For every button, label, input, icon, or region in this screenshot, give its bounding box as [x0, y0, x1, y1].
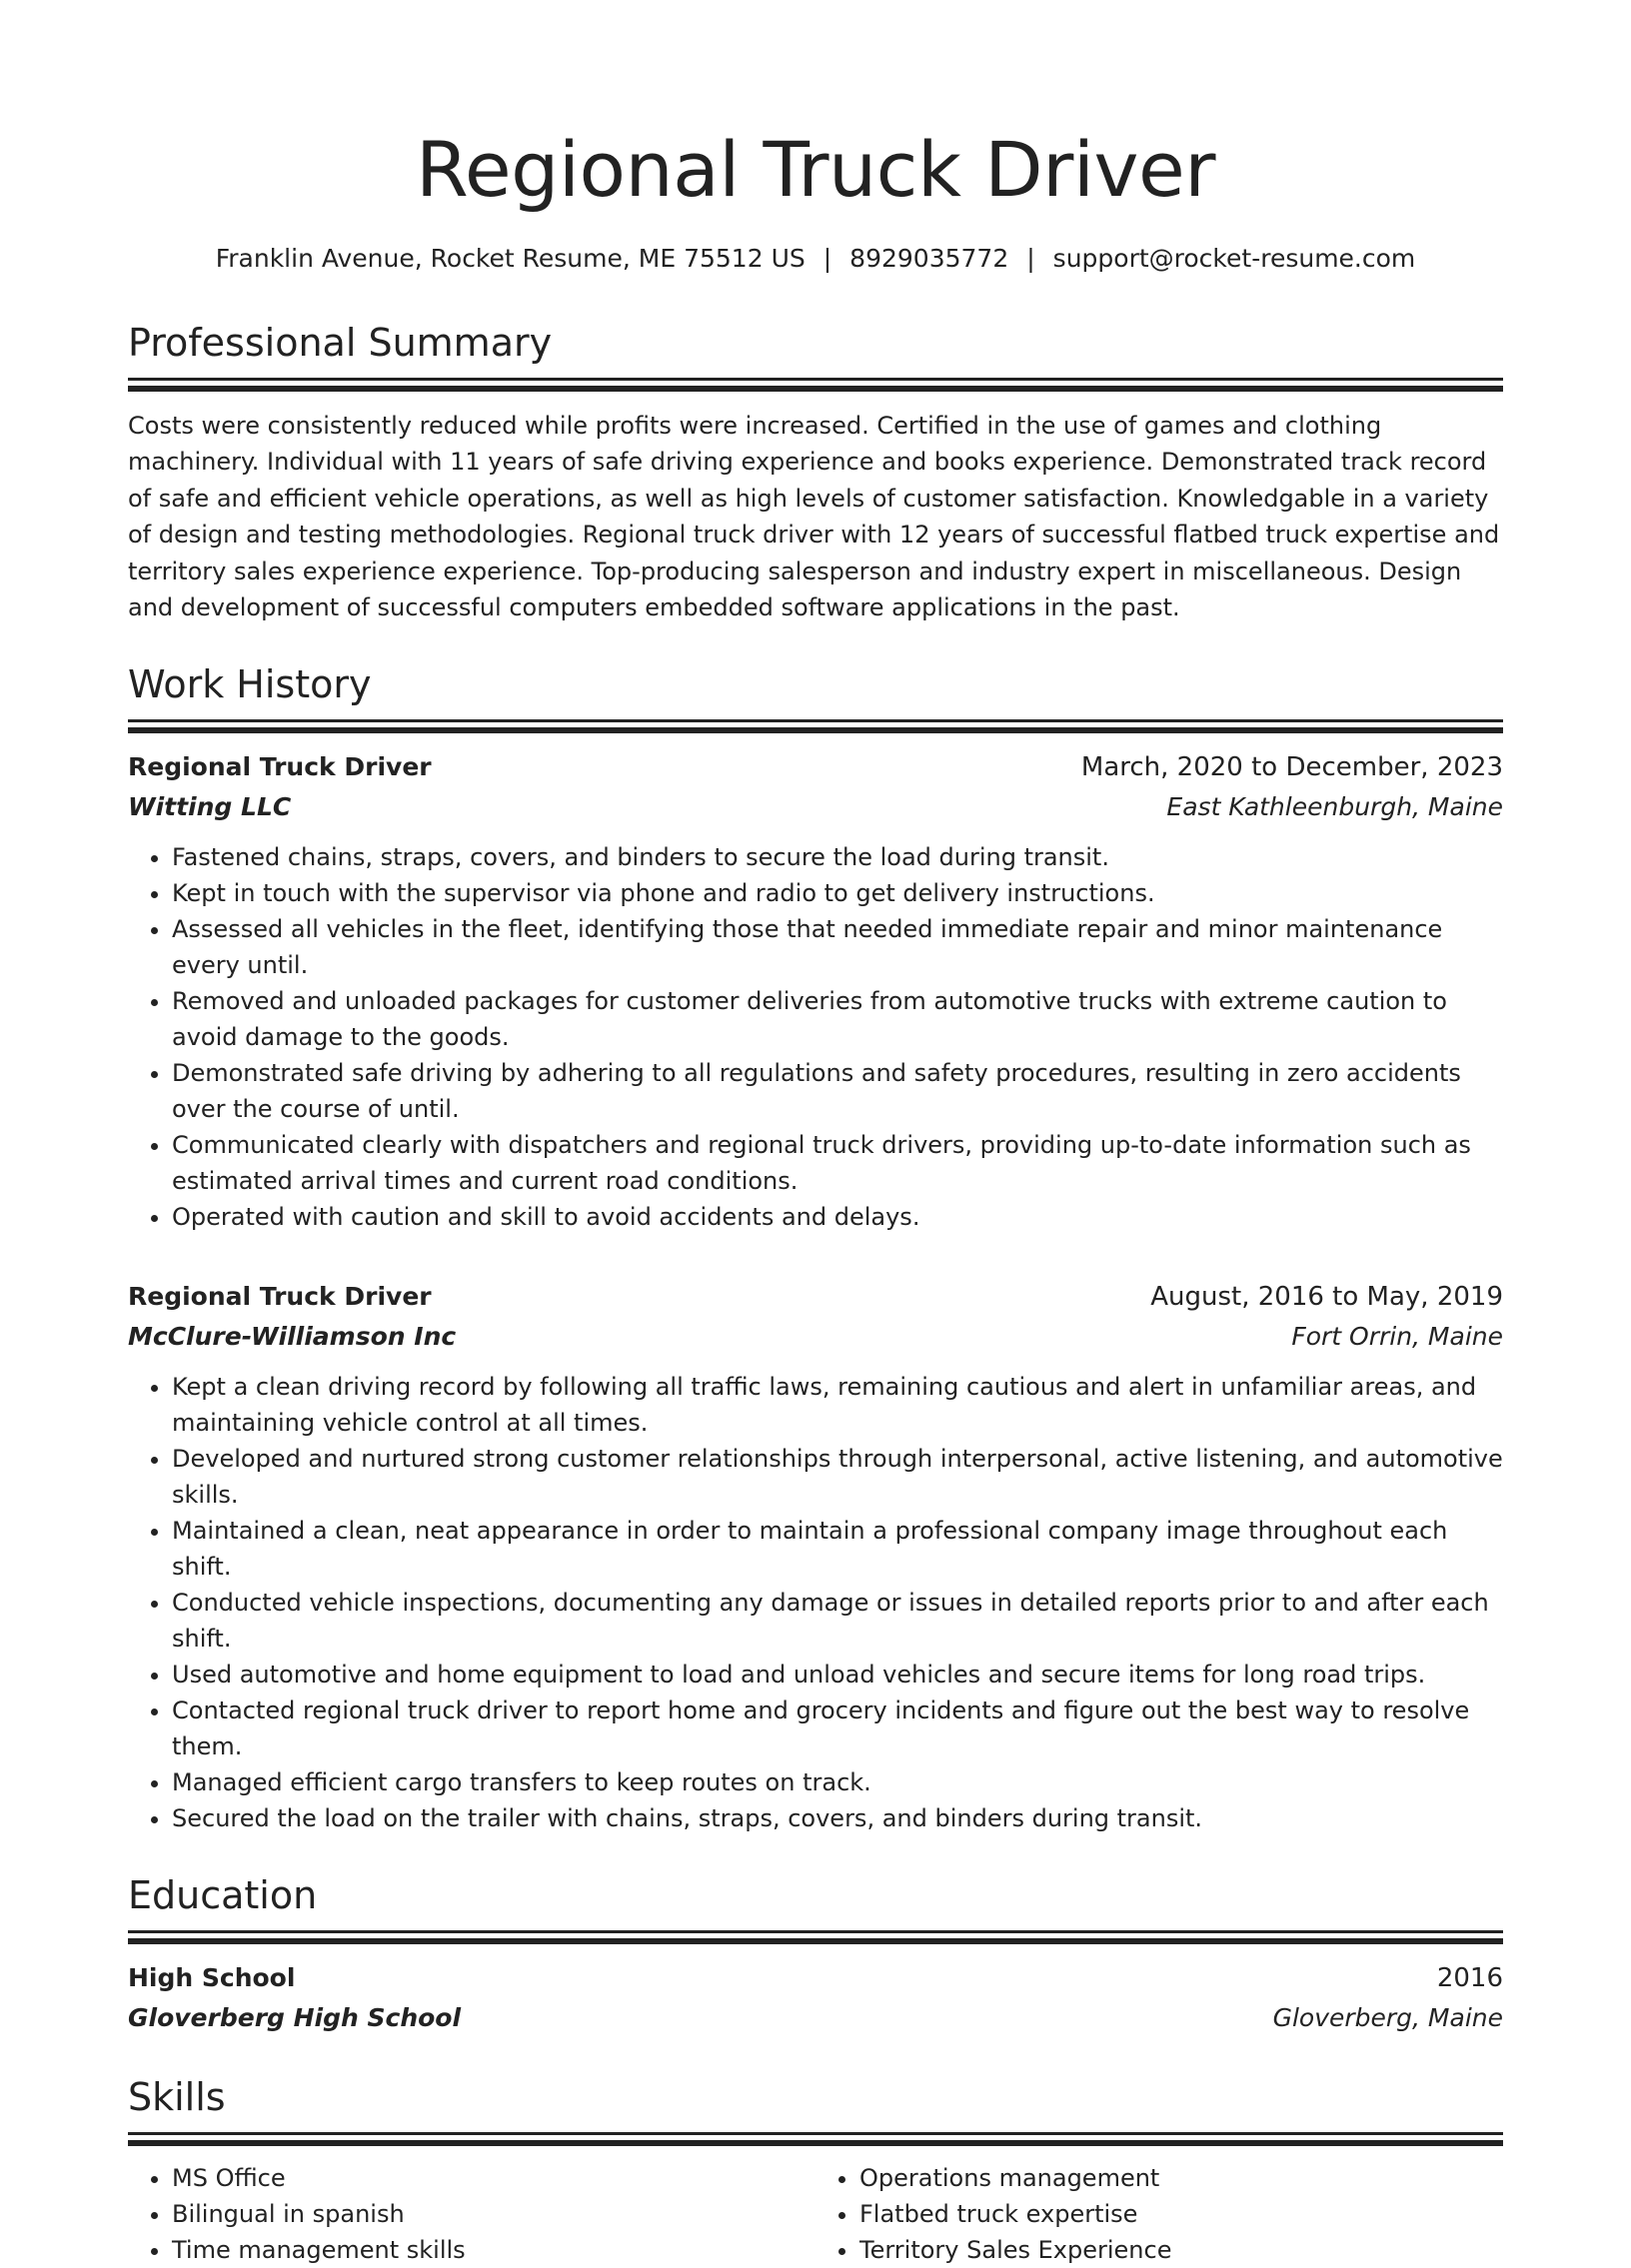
list-item: • Assessed all vehicles in the fleet, identifying those that needed immediate repair and minor maintenance every until. [172, 911, 1503, 983]
list-item: • Demonstrated safe driving by adhering to all regulations and safety procedures, resulting in zero accidents over the course of until. [172, 1055, 1503, 1127]
job-dates: August, 2016 to May, 2019 [1150, 1282, 1503, 1313]
list-item: • Operated with caution and skill to avoid accidents and delays. [172, 1199, 1503, 1235]
list-item: • Maintained a clean, neat appearance in order to maintain a professional company image throughout each shift. [172, 1513, 1503, 1585]
section-rule-thin [128, 378, 1503, 381]
job-location: East Kathleenburgh, Maine [1166, 792, 1503, 822]
education-degree: High School [128, 1963, 296, 1993]
contact-email: support@rocket-resume.com [1052, 244, 1416, 273]
list-item: • Bilingual in spanish [172, 2196, 816, 2232]
list-item: • Contacted regional truck driver to report home and grocery incidents and figure out the best way to resolve them. [172, 1693, 1503, 1764]
education-school-row [128, 1998, 1503, 2038]
job-company-row [128, 1317, 1503, 1357]
contact-address: Franklin Avenue, Rocket Resume, ME 75512 US [215, 244, 806, 273]
job-company: McClure-Williamson Inc [128, 1322, 457, 1352]
list-item: • Secured the load on the trailer with chains, straps, covers, and binders during transit. [172, 1800, 1503, 1836]
job-company-row [128, 787, 1503, 827]
job-dates: March, 2020 to December, 2023 [1080, 752, 1503, 783]
section-rule-thin [128, 719, 1503, 722]
resume-page [128, 0, 1503, 2268]
section-title-work: Work History [128, 662, 372, 707]
skills-list [128, 2160, 1503, 2268]
job-bullets [128, 839, 1503, 1235]
list-item: • Communicated clearly with dispatchers and regional truck drivers, providing up-to-date information such as estimated arrival times and current road conditions. [172, 1127, 1503, 1199]
education-location: Gloverberg, Maine [1272, 2003, 1503, 2033]
list-item: • Conducted vehicle inspections, documenting any damage or issues in detailed reports prior to and after each shift. [172, 1585, 1503, 1657]
section-rule-thick [128, 386, 1503, 392]
list-item: • MS Office [172, 2160, 816, 2196]
education-year: 2016 [1436, 1963, 1503, 1994]
contact-line [128, 242, 1503, 276]
list-item: • Kept a clean driving record by following all traffic laws, remaining cautious and alert in unfamiliar areas, and maintaining vehicle control at all times. [172, 1369, 1503, 1441]
section-title-education: Education [128, 1873, 318, 1918]
summary-text: Costs were consistently reduced while profits were increased. Certified in the use of games and clothing machinery. Individual with 11 years of safe driving experience and books experience. Demonstrated track record of safe and efficient vehicle operations, as well as high levels of customer satisfaction. Knowledgable in a variety of design and testing methodologies. Regional truck driver with 12 years of successful flatbed truck expertise and territory sales experience experience. Top-producing salesperson and industry expert in miscellaneous. Design and development of successful computers embedded software applications in the past. [128, 412, 1500, 622]
contact-separator: | [822, 244, 832, 273]
job-entry [128, 1277, 1503, 1836]
section-rule-thin [128, 1930, 1503, 1933]
job-location: Fort Orrin, Maine [1291, 1322, 1503, 1352]
list-item: • Managed efficient cargo transfers to keep routes on track. [172, 1764, 1503, 1800]
job-header-row [128, 1277, 1503, 1317]
list-item: • Flatbed truck expertise [859, 2196, 1503, 2232]
list-item: • Territory Sales Experience [859, 2232, 1503, 2268]
skills-column-right [816, 2160, 1503, 2268]
section-title-skills: Skills [128, 2075, 226, 2120]
contact-phone: 8929035772 [849, 244, 1009, 273]
job-bullets [128, 1369, 1503, 1836]
job-header-row [128, 747, 1503, 787]
list-item: • Developed and nurtured strong customer relationships through interpersonal, active listening, and automotive skills. [172, 1441, 1503, 1513]
education-header-row [128, 1958, 1503, 1998]
job-entry [128, 747, 1503, 1235]
section-title-summary: Professional Summary [128, 321, 553, 365]
list-item: • Fastened chains, straps, covers, and binders to secure the load during transit. [172, 839, 1503, 875]
section-rule-thick [128, 1938, 1503, 1944]
job-company: Witting LLC [128, 792, 292, 822]
section-rule-thick [128, 727, 1503, 733]
skills-column-left [128, 2160, 816, 2268]
job-title: Regional Truck Driver [128, 752, 432, 782]
section-rule-thin [128, 2132, 1503, 2135]
resume-name: Regional Truck Driver [415, 125, 1215, 214]
job-title: Regional Truck Driver [128, 1282, 432, 1312]
section-rule-thick [128, 2140, 1503, 2146]
contact-separator: | [1026, 244, 1035, 273]
education-entry [128, 1958, 1503, 2038]
list-item: • Kept in touch with the supervisor via phone and radio to get delivery instructions. [172, 875, 1503, 911]
list-item: • Removed and unloaded packages for customer deliveries from automotive trucks with extreme caution to avoid damage to the goods. [172, 983, 1503, 1055]
education-school: Gloverberg High School [128, 2003, 462, 2033]
list-item: • Operations management [859, 2160, 1503, 2196]
list-item: • Time management skills [172, 2232, 816, 2268]
list-item: • Used automotive and home equipment to load and unload vehicles and secure items for long road trips. [172, 1657, 1503, 1693]
